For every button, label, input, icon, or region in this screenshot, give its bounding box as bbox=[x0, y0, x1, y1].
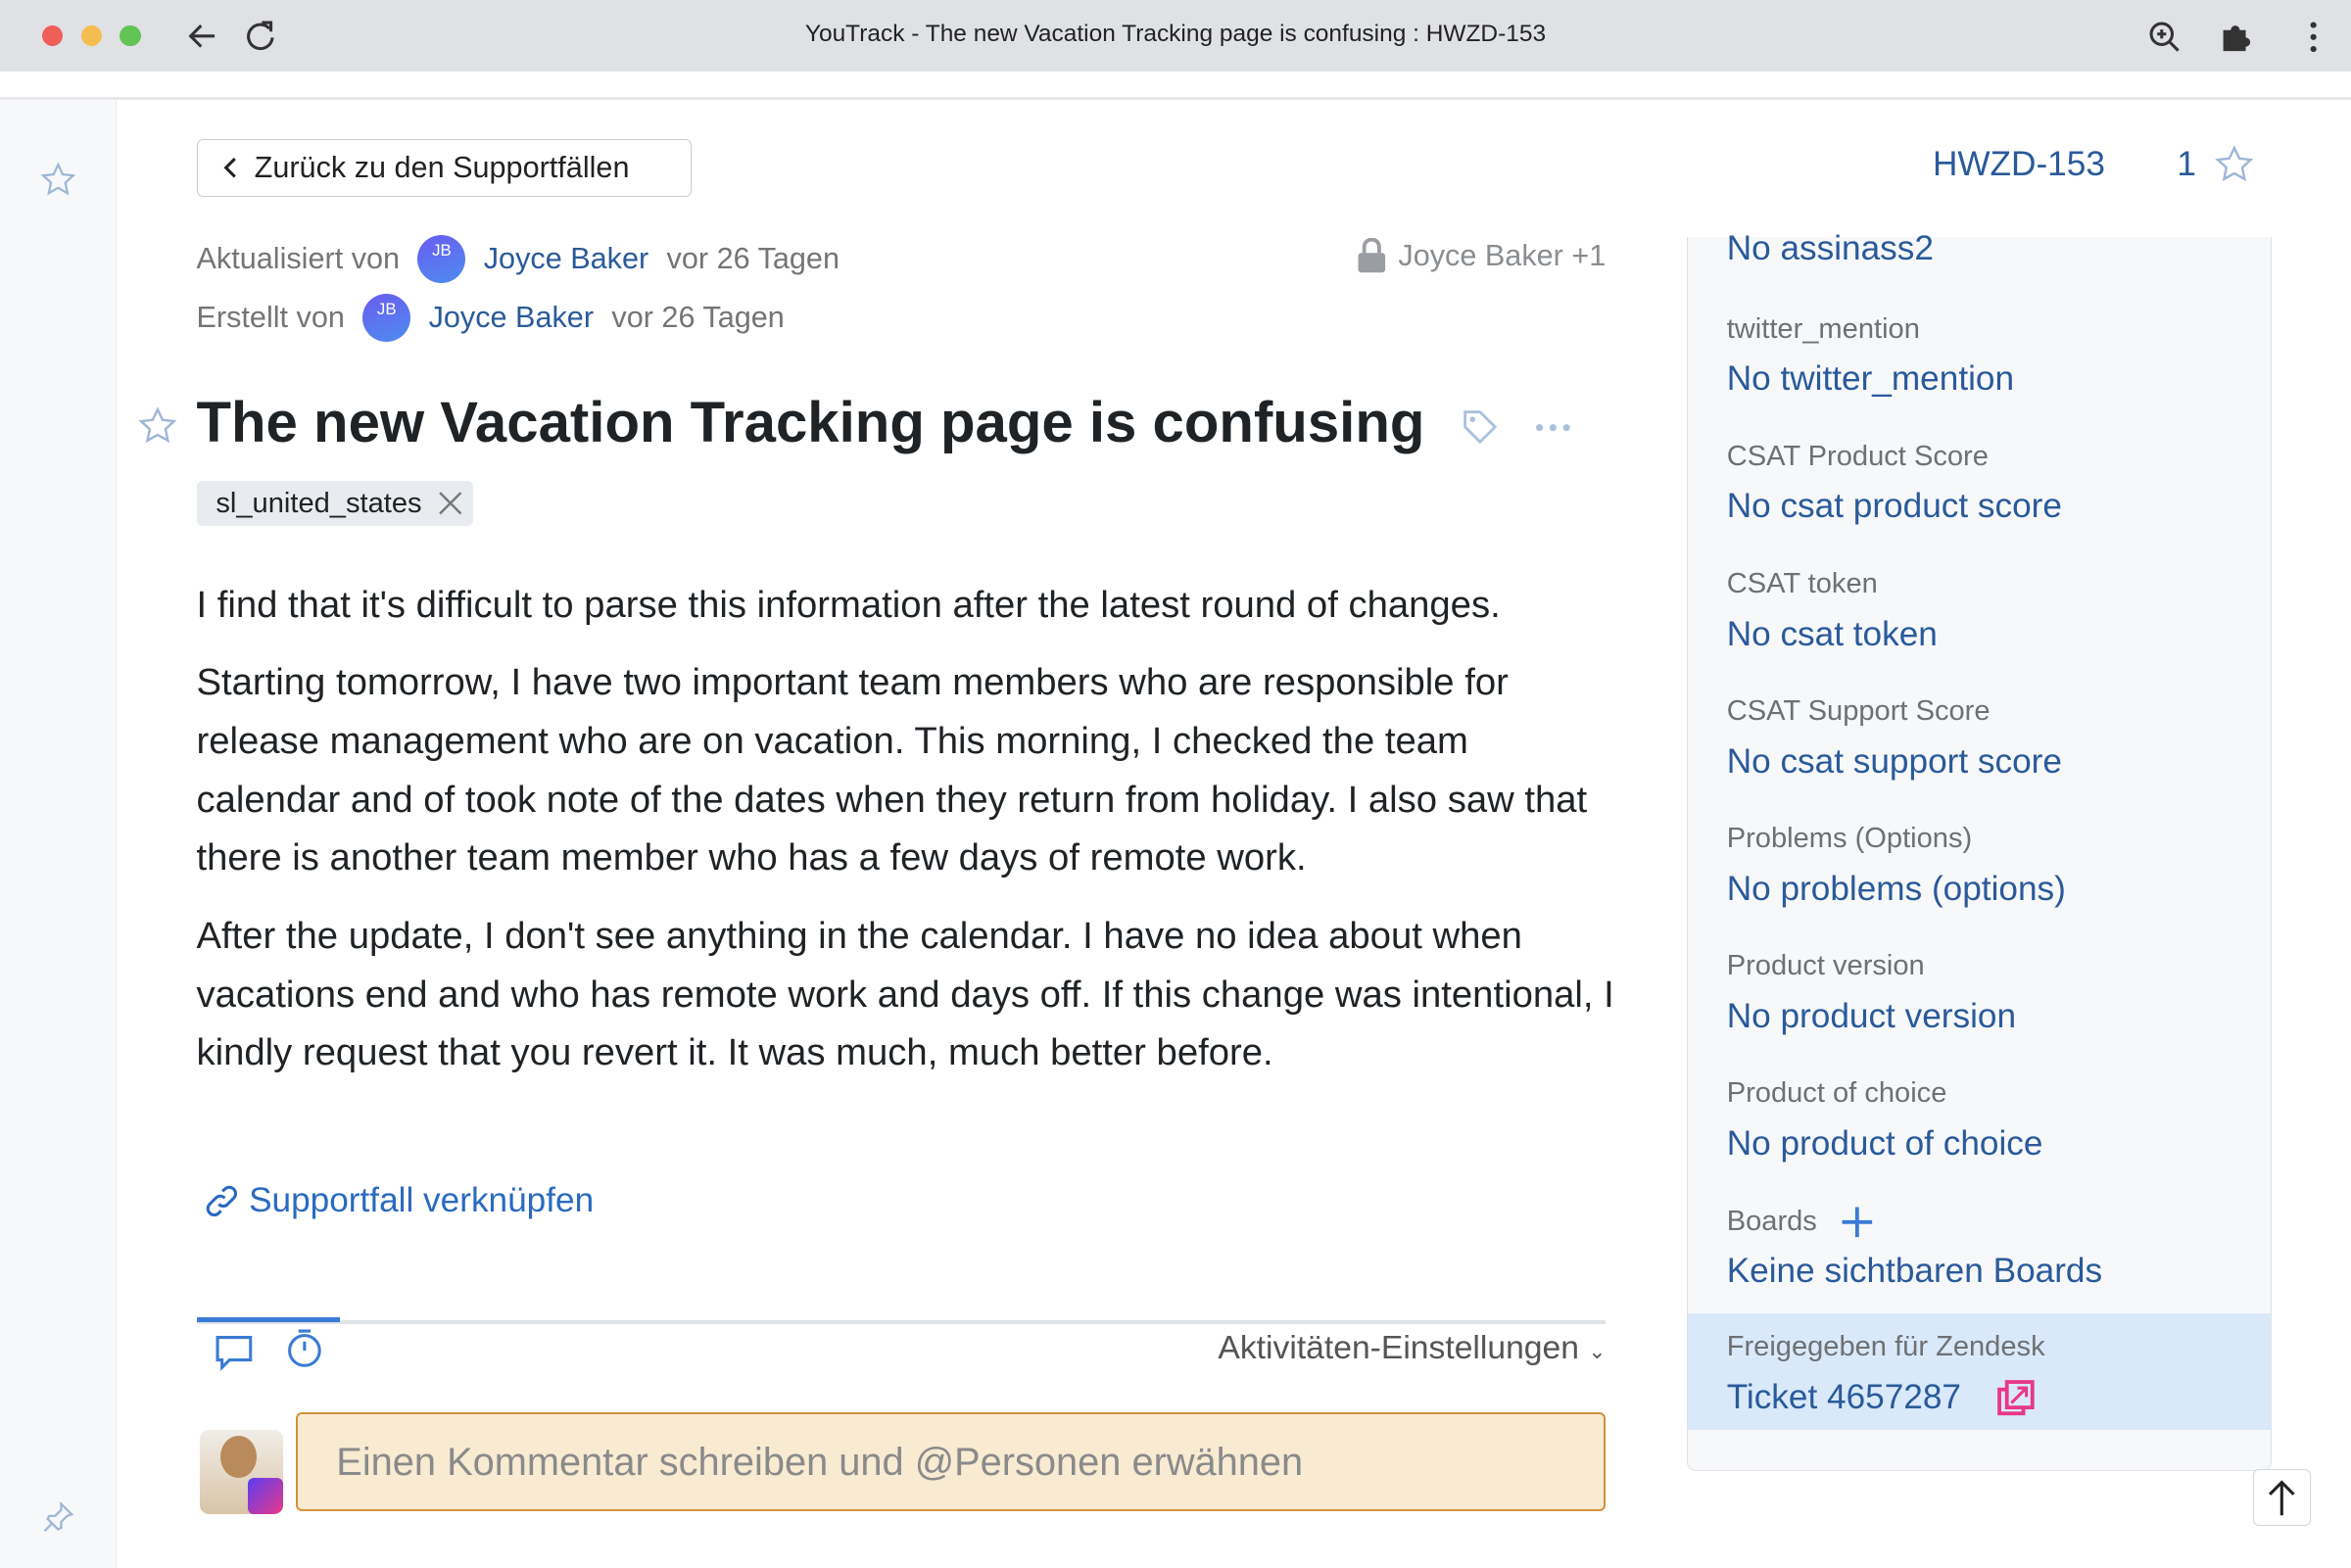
updated-row bbox=[197, 235, 840, 283]
history-tab-icon[interactable] bbox=[285, 1328, 324, 1370]
zendesk-label: Freigegeben für Zendesk bbox=[1726, 1331, 2045, 1363]
back-button-label: Zurück zu den Supportfällen bbox=[254, 150, 630, 184]
field-value[interactable]: No csat token bbox=[1726, 614, 1938, 653]
left-sidebar bbox=[0, 101, 117, 1568]
active-tab-indicator bbox=[197, 1317, 341, 1322]
link-icon bbox=[204, 1183, 240, 1219]
activity-tabs-divider bbox=[197, 1320, 1607, 1323]
visibility-label: Joyce Baker +1 bbox=[1398, 239, 1607, 273]
link-issue-label: Supportfall verknüpfen bbox=[249, 1181, 595, 1220]
external-link-icon[interactable] bbox=[1996, 1379, 2036, 1418]
tag-icon[interactable] bbox=[1461, 407, 1500, 447]
updated-by-link[interactable]: Joyce Baker bbox=[483, 242, 649, 276]
comments-tab-icon[interactable] bbox=[215, 1333, 254, 1372]
comment-input[interactable]: Einen Kommentar schreiben und @Personen erwähnen bbox=[296, 1412, 1607, 1511]
created-row bbox=[197, 294, 785, 342]
scroll-to-top-button[interactable] bbox=[2253, 1469, 2310, 1526]
remove-tag-icon[interactable] bbox=[437, 490, 464, 517]
fields-panel bbox=[1687, 229, 2272, 1471]
tag-label: sl_united_states bbox=[216, 487, 422, 519]
issue-title: The new Vacation Tracking page is confusing bbox=[196, 390, 1425, 454]
updated-label: Aktualisiert von bbox=[196, 242, 401, 276]
field-value[interactable]: No problems (options) bbox=[1726, 869, 2066, 908]
field-value[interactable]: No product of choice bbox=[1726, 1123, 2043, 1163]
avatar: JB bbox=[417, 235, 465, 283]
star-icon[interactable] bbox=[40, 162, 76, 198]
back-to-support-cases-button[interactable] bbox=[197, 139, 692, 196]
visibility[interactable] bbox=[1357, 238, 1607, 274]
zoom-icon[interactable] bbox=[2148, 21, 2182, 54]
field-label: CSAT Support Score bbox=[1726, 695, 1991, 728]
field-label: CSAT token bbox=[1726, 568, 1878, 600]
activity-settings-label: Aktivitäten-Einstellungen bbox=[1218, 1329, 1579, 1366]
chevron-left-icon bbox=[221, 156, 239, 179]
created-label: Erstellt von bbox=[196, 300, 345, 334]
field-label: Product version bbox=[1726, 950, 1925, 982]
field-label: CSAT Product Score bbox=[1726, 440, 1989, 472]
activity-settings-dropdown[interactable] bbox=[1218, 1330, 1606, 1367]
avatar: JB bbox=[362, 294, 410, 342]
browser-titlebar bbox=[0, 0, 2351, 71]
user-avatar bbox=[200, 1430, 284, 1514]
field-value[interactable]: No csat support score bbox=[1726, 741, 2062, 781]
field-value[interactable]: No csat product score bbox=[1726, 487, 2062, 526]
field-label: Boards bbox=[1726, 1205, 1817, 1237]
description-paragraph: I find that it's difficult to parse this information after the latest round of changes. bbox=[196, 583, 1501, 626]
chevron-down-icon: ⌄ bbox=[1588, 1339, 1607, 1363]
field-label: Problems (Options) bbox=[1726, 823, 1973, 855]
description-paragraph: Starting tomorrow, I have two important team members who are responsible for release management who are on vacation. This morning, I checked the team calendar and of took note of the dates when they return from holiday. I also saw that there is another team member who has a few days of remote work. bbox=[196, 661, 1588, 879]
window-title: YouTrack - The new Vacation Tracking page is confusing : HWZD-153 bbox=[804, 21, 1547, 48]
star-icon[interactable] bbox=[2215, 145, 2254, 184]
field-value[interactable]: Keine sichtbaren Boards bbox=[1726, 1252, 2103, 1291]
zendesk-section bbox=[1688, 1313, 2271, 1430]
lock-icon bbox=[1357, 238, 1387, 274]
created-by-link[interactable]: Joyce Baker bbox=[428, 300, 595, 334]
created-time: vor 26 Tagen bbox=[611, 300, 785, 334]
youtrack-logo-icon bbox=[248, 1478, 284, 1514]
link-issue-button[interactable] bbox=[204, 1181, 594, 1220]
field-label: twitter_mention bbox=[1726, 312, 1920, 345]
vote-count[interactable]: 1 bbox=[2177, 145, 2196, 184]
field-value[interactable]: No twitter_mention bbox=[1726, 359, 2015, 399]
pin-icon[interactable] bbox=[40, 1499, 76, 1536]
extensions-puzzle-icon[interactable] bbox=[2219, 20, 2252, 53]
field-value[interactable]: No assinass2 bbox=[1726, 229, 1934, 268]
toolbar-strip bbox=[0, 71, 2351, 100]
description-paragraph: After the update, I don't see anything in the calendar. I have no idea about when vacations end and who has remote work and days off. If this change was intentional, I kindly request that you revert it. It was much, much better before. bbox=[196, 914, 1614, 1074]
add-board-plus-icon[interactable] bbox=[1841, 1206, 1874, 1239]
field-label: Product of choice bbox=[1726, 1077, 1947, 1110]
issue-id-link[interactable]: HWZD-153 bbox=[1932, 145, 2105, 184]
field-value[interactable]: No product version bbox=[1726, 996, 2017, 1035]
issue-description bbox=[197, 576, 1621, 1102]
arrow-up-icon bbox=[2267, 1478, 2297, 1517]
zendesk-ticket-link[interactable]: Ticket 4657287 bbox=[1726, 1377, 1962, 1416]
updated-time: vor 26 Tagen bbox=[666, 242, 840, 276]
more-options-icon[interactable] bbox=[1535, 420, 1571, 435]
more-menu-icon[interactable] bbox=[2306, 21, 2321, 54]
star-icon[interactable] bbox=[138, 406, 177, 446]
tag-chip[interactable] bbox=[197, 481, 473, 526]
